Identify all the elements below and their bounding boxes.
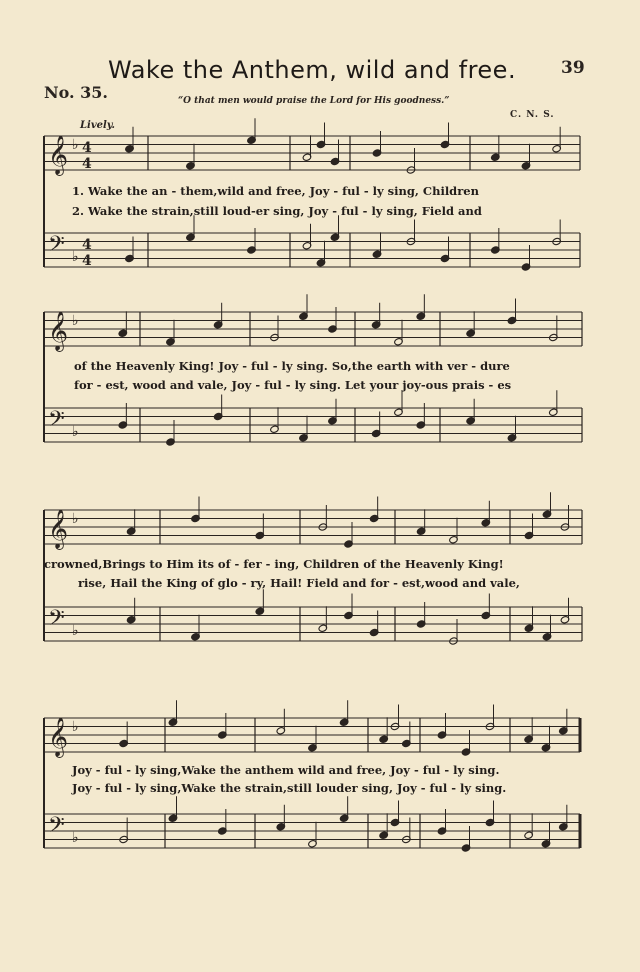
bass-clef: 𝄢 [48,606,65,636]
tempo-marking: Lively. [80,120,115,131]
author-initials: C. N. S. [510,110,555,120]
lyric-system-3-verse-1: crowned,Brings to Him its of - fer - ing, Children of the Heavenly King! [44,557,504,571]
bass-clef: 𝄢 [48,232,65,262]
treble-clef: 𝄞 [48,509,69,549]
hymn-number: No. 35. [44,83,108,102]
time-signature: 4 [82,237,92,253]
flat-sign: ♭ [72,137,79,153]
flat-sign: ♭ [72,719,79,735]
bass-clef: 𝄢 [48,407,65,437]
lyric-system-4-verse-1: Joy - ful - ly sing,Wake the anthem wild and free, Joy - ful - ly sing. [72,763,500,777]
lyric-system-1-verse-1: 1. Wake the an - them,wild and free, Joy - ful - ly sing, Children [72,184,479,198]
flat-sign: ♭ [72,623,79,639]
time-signature: 4 [82,253,92,269]
page-number: 39 [561,58,585,78]
flat-sign: ♭ [72,424,79,440]
treble-clef: 𝄞 [48,311,69,351]
flat-sign: ♭ [72,830,79,846]
lyric-system-4-verse-2: Joy - ful - ly sing,Wake the strain,still louder sing, Joy - ful - ly sing. [72,781,507,795]
hymn-title: Wake the Anthem, wild and free. [108,56,517,84]
lyric-system-2-verse-1: of the Heavenly King! Joy - ful - ly sing. So,the earth with ver - dure [74,359,510,373]
treble-clef: 𝄞 [48,135,69,175]
flat-sign: ♭ [72,249,79,265]
lyric-system-3-verse-2: rise, Hail the King of glo - ry, Hail! Field and for - est,wood and vale, [78,576,520,590]
treble-clef: 𝄞 [48,717,69,757]
lyric-system-2-verse-2: for - est, wood and vale, Joy - ful - ly sing. Let your joy-ous prais - es [74,378,512,392]
bass-clef: 𝄢 [48,813,65,843]
lyric-system-1-verse-2: 2. Wake the strain,still loud-er sing, Joy - ful - ly sing, Field and [72,204,482,218]
flat-sign: ♭ [72,511,79,527]
epigraph: “O that men would praise the Lord for His goodness.” [178,96,450,106]
time-signature: 4 [82,156,92,172]
time-signature: 4 [82,140,92,156]
flat-sign: ♭ [72,313,79,329]
